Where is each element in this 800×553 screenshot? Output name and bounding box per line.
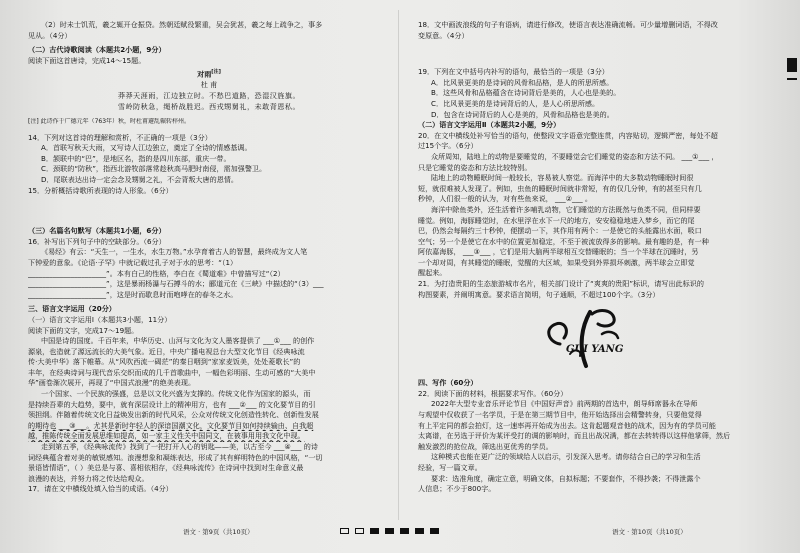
poem-line-1: 莽莽天涯雨，江边独立时。不愁巴道路，恐湿汉旌旗。 (117, 90, 301, 100)
q22-line-7: 经验，写一篇文章。 (418, 463, 482, 472)
passage2-line-1: 众所周知，陆地上的动物是要睡觉的，不要睡觉会它们睡觉的姿态和方法不同。 ___①___ ， (431, 151, 719, 161)
writing-section-heading: 四、写作（60分） (418, 378, 478, 388)
passage2-line-5: 秒钟，人们很一般的认为，对有些鱼来说， ___②___ 。 (418, 194, 593, 204)
language2-section-heading: （二）语言文字运用Ⅱ（本题共2小题，9分） (418, 120, 561, 130)
q22-line-3: 有上平定同的都会拍灯，这一速率再开始成为出去。这肯起题观音他的战术，因为有的学员可能 (418, 420, 716, 430)
scan-marker (340, 528, 349, 534)
passage2-line-2: 只是它睡觉的姿态和方法比较特别。 (418, 162, 532, 172)
passage2-line-6: 海洋中除鱼类外，还生活着许多哺乳动物，它们睡觉的方法既然与鱼类不同，但同样要 (431, 204, 701, 214)
left-page (28, 20, 390, 495)
q22-stem: 22．阅读下面的材料，根据要求写作。（60分） (418, 388, 568, 398)
q-top-line-1: （2）时未士饥荒，羲之辄开仓振贷。然朝廷赋役繁重，吴会犹甚，羲之每上疏争之，事多 (41, 20, 323, 29)
scan-marker (415, 528, 424, 534)
poem-author: 杜 甫 (200, 80, 218, 90)
q19-stem: 19．下列在文中括号内补写的语句，最恰当的一项是（3分） (418, 67, 609, 77)
q14-option-c: C．颈联的“防秋”，指西北游牧部落常趁秋高马肥时南侵，需加强警卫。 (41, 164, 267, 174)
passage-line-7: 是持续吾辈的大趋势，要中，就有深层设计上的精神用方，也有 ___②___ 的文化要节目的引 (28, 399, 316, 409)
passage-line-8: 领担纲。伴随着传统文化日益焕发出新的时代风采，公众对传统文化创造性转化、创新性发展 (28, 410, 319, 420)
q19-option-d: D．包含在诗词背后的人心是美的，风骨和品格也是美的。 (431, 109, 614, 119)
poem-section-heading: （二）古代诗歌阅读（本题共2小题，9分） (28, 45, 166, 55)
passage2-line-10: 阿依嘉海豚， ___③___ ，它们是用大脑两半球相互交替睡眠的；当一个半球在沉睡时，另 (418, 247, 699, 257)
passage-line-14: 浪漫的表达，并努力将之传达给观众。 (28, 473, 149, 483)
q22-line-9: 人信息；不少于800字。 (418, 484, 496, 494)
scan-marker (400, 528, 409, 534)
poem-line-2: 雪岭防秋急，绳桥战胜迟。西戎甥舅礼，未敢背恩私。 (117, 101, 301, 111)
passage-line-2: 源泉，也造就了源远流长的大美气象。近日，中央广播电视总台大型文化节目《经典咏流 (28, 346, 305, 356)
guiyang-logo (418, 304, 770, 374)
q16-line-4: ______________________”，这是暴雨杨瀑与石搏斗的水；郦道元在《三峡》中描述的“（3）___ (28, 279, 324, 289)
scan-markers (340, 528, 439, 534)
page-footer-right: 语文 · 第10页（共10页） (612, 528, 687, 536)
passage2-line-7: 睡觉。例如，海豚睡觉时，在水里浮在水下一尺的地方，安安稳稳地进入梦乡，而它的尾 (418, 215, 695, 225)
q14-option-b: B．颔联中的“巴”，是地区名，指的是四川东部，重庆一带。 (41, 153, 231, 163)
scan-corner-mark (787, 58, 797, 72)
scan-marker (355, 528, 364, 534)
passage-line-10: 越，推陈传统全面发展思维如提高，如一家主义性关中国同文，在被事用用我文化中现。 (28, 431, 305, 441)
language-section-heading: 三、语言文字运用（20分） (28, 304, 116, 314)
poem-note: [注] 此诗作于广德元年（763年）秋，时杜甫避乱辗转梓州。 (28, 118, 191, 126)
q19-option-c: C．比风景更美的是诗词背后的人，是人心所思所感。 (431, 98, 600, 108)
right-page (418, 20, 770, 495)
page-divider (398, 10, 399, 520)
q20-line-1: 20．在文中横线处补写恰当的语句，使整段文字语意完整连贯，内容贴切，逻辑严密，每处不超 (418, 130, 718, 140)
q22-line-1: 2022年大型专业音乐评论节目《中国好声音》前两期的首选中，朗导师席器永在导师 (431, 399, 698, 409)
passage-line-6: 一个国家、一个民族的强盛，总是以文化兴盛为支撑的。传统文化作为国家的源头，而 (41, 389, 311, 399)
passage-line-11: 走到第五季，《经典咏流传》找到了一把打开人心的钥匙——美，以古至今 ___④___ 的诗 (41, 442, 318, 452)
q22-line-5: 触发激烈的抢位战，筛选出更优秀的学员。 (418, 441, 553, 451)
passage2-line-3: 陆地上的动物睡眠时间一般较长，容易被人察觉。而海洋中的大多数动物睡眠时间很 (431, 173, 694, 183)
q14-option-d: D．尾联表达出诗一定会念及甥舅之礼，不会背叛大唐的恩情。 (41, 174, 238, 184)
guiyang-logo-graphic (530, 304, 650, 374)
q17: 17．请在文中横线处填入恰当的成语。（4分） (28, 484, 173, 494)
scan-marker (370, 528, 379, 534)
q14-option-a: A．首联写秋天大雨，又写诗人江边独立，奠定了全诗的情感基调。 (41, 143, 252, 153)
q16-line-3: ______________________”。本有白己的性格，李白在《蜀道难》中曾描写过“（2） (28, 268, 285, 278)
passage-line-9: 的期待也 ___③___。尤其是新时年轻人的深谙国潮文化，文化要节目如何持续输由、自我超 (28, 420, 314, 430)
q21-line-2: 构图要素，并阐明寓意。要求语言简明，句子通顺，不超过100个字。（3分） (418, 289, 660, 299)
mingju-section-heading: （三）名篇名句默写（本题共1小题，6分） (28, 226, 166, 236)
q18-line-1: 18．文中画波浪线的句子有语病，请进行修改，使语言表达准确流畅。可少量增删词语，不得改 (418, 20, 718, 29)
q22-line-6: 这种模式也能在更广泛的领域给人以启示，引发深入思考。请你结合自己的学习和生活 (431, 452, 701, 462)
passage2-line-8: 巴，仍然会每隔约三十秒钟，便摆动一下，其作用有两个：一是使它的头能露出水面，吸口 (418, 226, 702, 236)
q16-line-5: ______________________”，这是时而歇息时而咆哮在的春冬之水。 (28, 289, 238, 299)
scan-corner-mark (787, 78, 797, 80)
q16-line-1: 《易经》有云：“天生一，一生水，水生万物。”水孕育着古人的智慧，最终成为文人笔 (41, 247, 308, 257)
q15: 15．分析概括诗歌所表现的诗人形象。（6分） (28, 185, 173, 195)
poem-section-intro: 阅读下面这首唐诗，完成14～15题。 (28, 55, 146, 65)
passage-line-12: 词经典蕴含着对美的敏锐感知。浪漫想象和凝练表达，形成了其有鲜明特色的中国风格，“一切 (28, 452, 323, 462)
q19-option-b: B．这些风骨和品格蕴含在诗词背后是美的，人心也是美的。 (431, 88, 621, 98)
q22-line-4: 太离谱，在另选于评价为某评受打的调的影响时，而且出战况满，都在去转转得以这样他掌筛，然后 (418, 431, 731, 441)
logo-text: GUI YANG (566, 344, 624, 356)
passage-line-13: 景语皆情语”，（ ）美总是与喜、喜相依相存，《经典咏流传》在诗词中找到对生命意义最 (28, 463, 304, 473)
q16-line-2: 下钟爱的意象。《论语·子罕》中就记载过孔子对于水的思考：“（1） (28, 257, 238, 267)
q-top-line-2: 见从。（4分） (28, 30, 72, 40)
q20-line-2: 过15个字。（6分） (418, 141, 478, 151)
scan-marker (385, 528, 394, 534)
passage2-line-9: 空气；另一个是使它在水中的位置更加稳定，不至于被流放得多的影响。最有趣的是，有一种 (418, 236, 709, 246)
language-intro: 阅读下面的文字，完成17～19题。 (28, 325, 139, 335)
q19-option-a: A．比风景更美的是诗词的风骨和品格，是人的所思所感。 (431, 77, 614, 87)
q22-line-2: 与观望中仅收获了一名学员，于是在第三期节目中，他开始选择出会精警转身，只要他觉得 (418, 410, 702, 420)
q16-stem: 16．补写出下列句子中的空缺部分。（6分） (28, 236, 166, 246)
q18-line-2: 变原意。（4分） (418, 30, 469, 40)
passage-line-4: 丰年，在经典诗词与现代音乐交织而成的几千首歌曲中，一幅色彩明丽、生动可感的“大美中 (28, 367, 316, 377)
page-footer-left: 语文 · 第9页（共10页） (183, 528, 254, 536)
passage-line-5: 华”画卷渐次展开，再现了“中国式浪漫”的绝美表现。 (28, 378, 196, 388)
passage2-line-12: 醒起来。 (418, 268, 447, 278)
q21-line-1: 21．为打造贵阳的生态旅游城市名片，相关部门设计了“爽爽的贵阳”标识，请写出此标识的 (418, 279, 704, 289)
passage-line-3: 传·大美中华》落下帷幕。从“风吹西流一碣茫”的秦日咽到“家家麦饭美，处处菱歌长”的 (28, 357, 301, 367)
passage2-line-4: 短，就很难被人发现了。例如，虫鱼的睡眠时间就非常短，有的仅几分钟，有的甚至只有几 (418, 183, 702, 193)
poem-title: 对雨[注] (197, 69, 221, 79)
passage2-line-11: 一个却对周，有其睡觉的睡眠，觉醒的大区域，如果受到外界损坏刺激，两半球会立即觉 (418, 257, 695, 267)
q22-line-8: 要求：选准角度，确定立意，明确文体，自拟标题；不要套作，不得抄袭；不得泄露个 (431, 473, 701, 483)
passage-line-1: 中国是诗的国度。千百年来，中华历史、山河与文化为文人墨客提供了 ___①___ 的创作 (41, 336, 315, 346)
language-subsection-heading: （一）语言文字运用Ⅰ（本题共3小题，11分） (28, 314, 172, 324)
q14-stem: 14．下列对这首诗的理解和赏析，不正确的一项是（3分） (28, 132, 212, 142)
scan-marker (430, 528, 439, 534)
